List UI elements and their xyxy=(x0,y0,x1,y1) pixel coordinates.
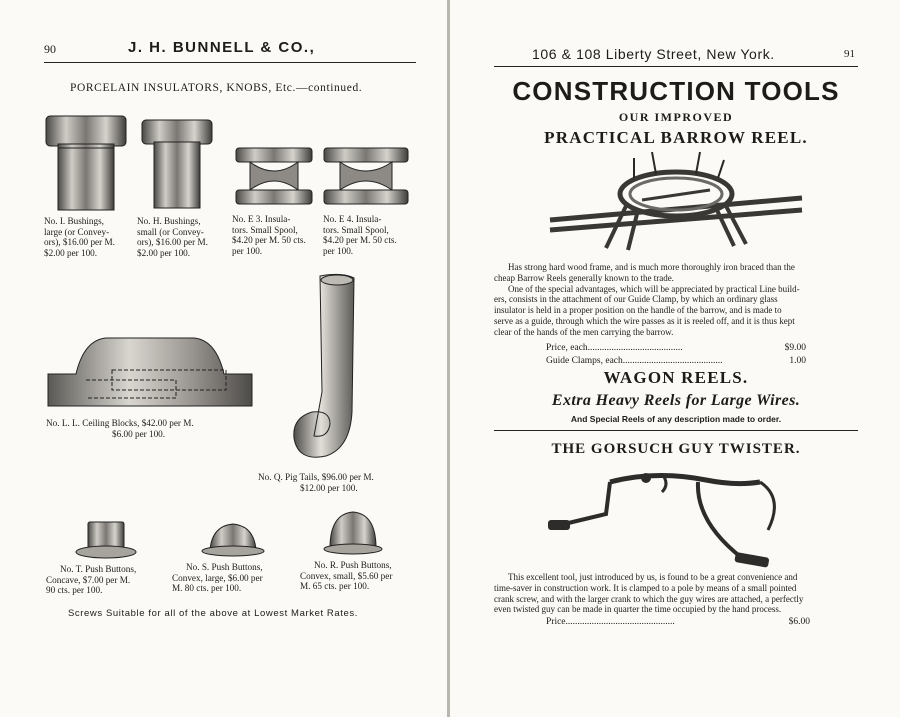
right-page-number: 91 xyxy=(844,48,855,60)
bushing-small-image xyxy=(140,118,214,210)
spool-e3-image xyxy=(234,146,314,206)
our-improved-label: OUR IMPROVED xyxy=(618,110,734,124)
push-convex-large-image xyxy=(200,522,266,558)
bushing-large-caption: No. I. Bushings, large (or Convey- ors), $16.00 per M. $2.00 per 100. xyxy=(44,216,115,258)
barrow-price-row: Price, each........................................ $9.00 xyxy=(546,343,806,353)
left-page-header: J. H. BUNNELL & CO., xyxy=(128,39,316,56)
construction-tools-title: CONSTRUCTION TOOLS xyxy=(512,76,840,106)
push-convex-small-image xyxy=(322,510,384,556)
wagon-reels-title: WAGON REELS. xyxy=(603,368,749,387)
guide-clamp-price-row: Guide Clamps, each.......................................... 1.00 xyxy=(546,356,806,366)
left-footer-note: Screws Suitable for all of the above at Lowest Market Rates. xyxy=(68,608,358,619)
bushing-small-caption: No. H. Bushings, small (or Convey- ors), $16.00 per M. $2.00 per 100. xyxy=(137,216,208,258)
gorsuch-description: This excellent tool, just introduced by us, is found to be a great convenience and time-saver in construction work. It is clamped to a pole by means of a small pointed crank screw, and with the larger crank to which the guy wires are attached, a perfectly even twisted guy can be made in quarter the time occupied by the hand process. xyxy=(494,572,804,615)
left-page xyxy=(0,0,447,717)
push-convex-small-caption: No. R. Push Buttons, Convex, small, $5.60 per M. 65 cts. per 100. xyxy=(300,560,393,591)
wagon-reels-note: And Special Reels of any description made to order. xyxy=(570,414,782,424)
ceiling-block-image xyxy=(46,334,254,410)
push-concave-image xyxy=(74,520,138,560)
spool-e4-image xyxy=(322,146,410,206)
barrow-reel-title: PRACTICAL BARROW REEL. xyxy=(544,128,808,147)
spool-e3-caption: No. E 3. Insula- tors. Small Spool, $4.20 per M. 50 cts. per 100. xyxy=(232,214,306,256)
left-header-rule xyxy=(44,62,416,63)
spool-e4-caption: No. E 4. Insula- tors. Small Spool, $4.20 per M. 50 cts. per 100. xyxy=(323,214,397,256)
left-page-number: 90 xyxy=(44,42,56,56)
push-convex-large-caption: No. S. Push Buttons, Convex, large, $6.00 per M. 80 cts. per 100. xyxy=(172,562,263,593)
gorsuch-top-rule xyxy=(494,430,858,431)
right-page xyxy=(450,0,900,717)
right-header-rule xyxy=(494,66,858,67)
bushing-large-image xyxy=(44,114,128,212)
push-concave-caption: No. T. Push Buttons, Concave, $7.00 per M. 90 cts. per 100. xyxy=(46,564,137,595)
pig-tail-caption: No. Q. Pig Tails, $96.00 per M. $12.00 per 100. xyxy=(258,472,374,493)
gorsuch-price-row: Price.............................................. $6.00 xyxy=(546,617,810,627)
barrow-description: Has strong hard wood frame, and is much more thoroughly iron braced than the cheap Barrow Reels generally known to the trade. One of the special advantages, which will be appreciated by practical Line build- ers, consists in the attachment of our Guide Clamp, by which an ordinary glass insulator is held in a proper position on the handle of the barrow, and is made to serve as a guide, through which the wire passes as it is reeled off, and it is thus kept clear of the hands of the men carrying the barrow. xyxy=(494,262,800,337)
gorsuch-title: THE GORSUCH GUY TWISTER. xyxy=(551,441,801,457)
guy-twister-image xyxy=(546,462,800,566)
ceiling-block-caption: No. L. L. Ceiling Blocks, $42.00 per M. $6.00 per 100. xyxy=(46,418,194,439)
wagon-reels-subtitle: Extra Heavy Reels for Large Wires. xyxy=(551,392,801,409)
barrow-reel-image xyxy=(546,150,808,258)
section-subtitle: PORCELAIN INSULATORS, KNOBS, Etc.—continued. xyxy=(70,82,363,94)
pig-tail-image xyxy=(282,272,372,472)
right-page-header: 106 & 108 Liberty Street, New York. xyxy=(532,46,775,62)
